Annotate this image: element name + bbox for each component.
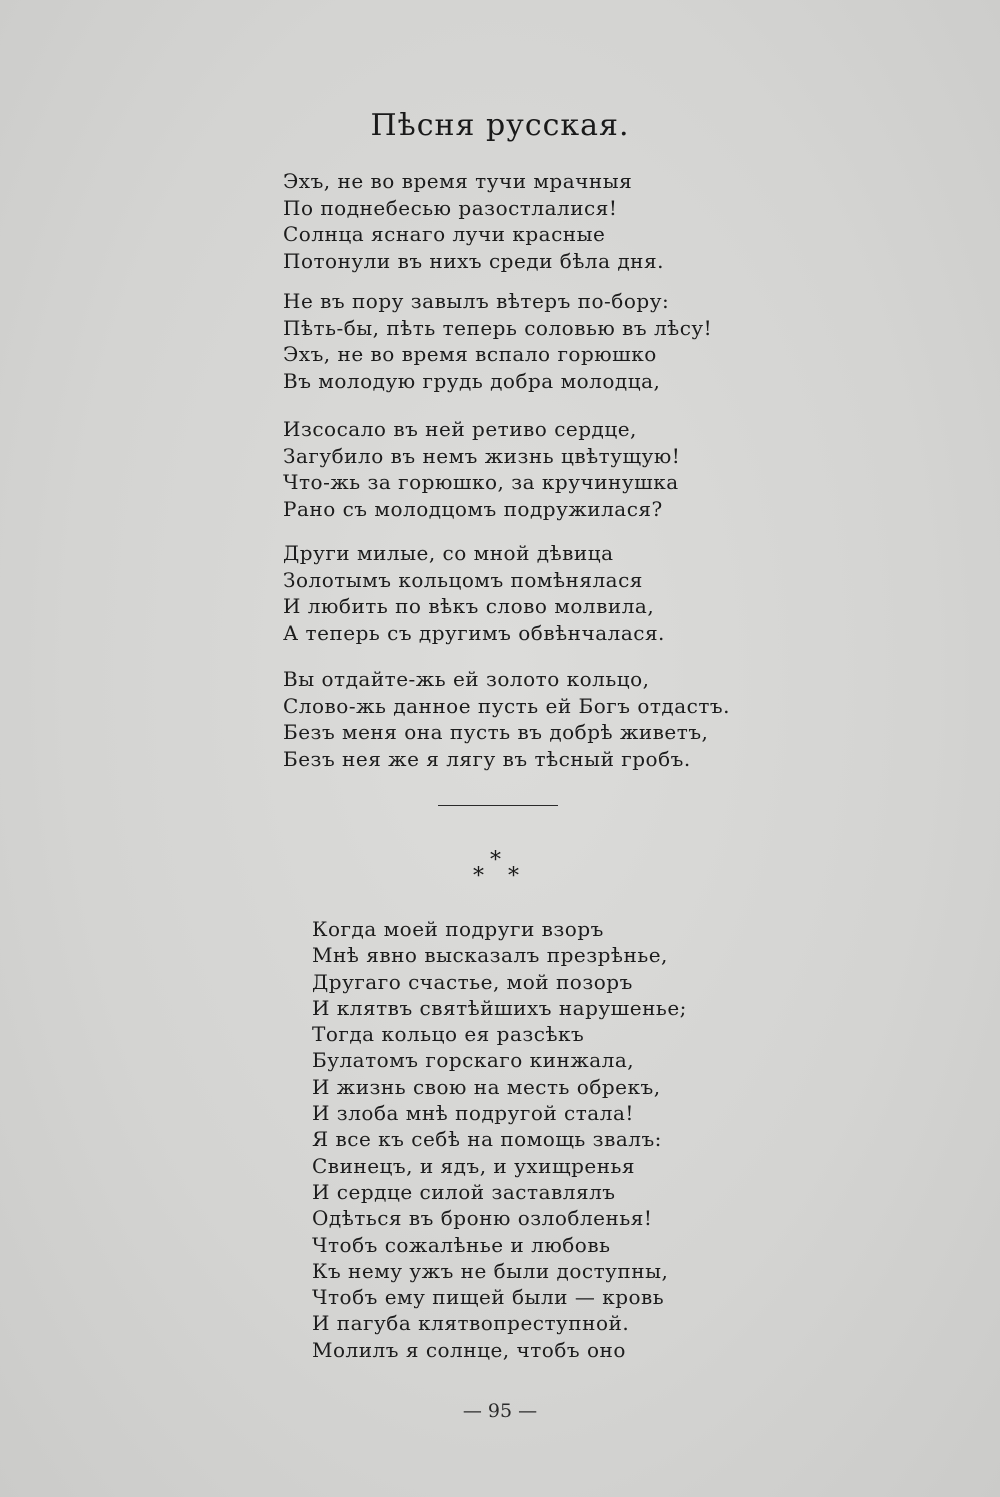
verse-line: Рано съ молодцомъ подружилася? — [283, 496, 663, 521]
verse-line: Когда моей подруги взоръ — [312, 917, 604, 941]
stanza-5 — [283, 666, 730, 772]
verse-line: И пагуба клятвопреступной. — [312, 1311, 630, 1336]
poem-title: Пѣсня русская. — [370, 108, 630, 143]
verse-line: Свинецъ, и ядъ, и ухищренья — [312, 1153, 636, 1178]
verse-line: Чтобъ сожалѣнье и любовь — [312, 1232, 611, 1257]
stanza-3 — [283, 416, 680, 522]
verse-line: Молилъ я солнце, чтобъ оно — [312, 1337, 626, 1362]
verse-line: Что-жь за горюшко, за кручинушка — [283, 470, 679, 494]
section-divider — [438, 805, 558, 806]
verse-line: Булатомъ горскаго кинжала, — [312, 1048, 635, 1073]
verse-line: Другаго счастье, мой позоръ — [312, 969, 633, 994]
verse-line: Тогда кольцо ея разсѣкъ — [312, 1022, 585, 1047]
asterism — [465, 850, 535, 895]
verse-line: Въ молодую грудь добра молодца, — [283, 368, 661, 393]
verse-line: И клятвъ святѣйшихъ нарушенье; — [312, 995, 687, 1020]
verse-line: Я все къ себѣ на помощь звалъ: — [312, 1127, 662, 1152]
verse-line: И жизнь свою на месть обрекъ, — [312, 1074, 661, 1099]
asterism-star: * — [508, 864, 519, 889]
verse-line: И сердце силой заставлялъ — [312, 1179, 616, 1204]
verse-line: Изсосало въ ней ретиво сердце, — [283, 417, 637, 441]
verse-line: Потонули въ нихъ среди бѣла дня. — [283, 248, 664, 273]
verse-line: Безъ меня она пусть въ добрѣ живетъ, — [283, 720, 709, 744]
verse-line: Безъ нея же я лягу въ тѣсный гробъ. — [283, 746, 691, 771]
verse-line: И злоба мнѣ подругой стала! — [312, 1101, 634, 1126]
verse-line: Одѣться въ броню озлобленья! — [312, 1206, 653, 1231]
verse-line: Пѣть-бы, пѣть теперь соловью въ лѣсу! — [283, 315, 713, 340]
verse-line: Золотымъ кольцомъ помѣнялася — [283, 567, 643, 592]
verse-line: Не въ пору завылъ вѣтеръ по-бору: — [283, 289, 670, 313]
asterism-star: * — [490, 848, 501, 873]
stanza-1 — [283, 168, 664, 274]
verse-line: Эхъ, не во время тучи мрачныя — [283, 169, 633, 193]
verse-line: И любить по вѣкъ слово молвила, — [283, 594, 655, 618]
asterism-star: * — [473, 864, 484, 889]
verse-line: Други милые, со мной дѣвица — [283, 541, 614, 565]
verse-line: Чтобъ ему пищей были — кровь — [312, 1285, 665, 1310]
stanza-4 — [283, 540, 665, 646]
verse-line: Мнѣ явно высказалъ презрѣнье, — [312, 943, 668, 968]
verse-line: По поднебесью разостлалися! — [283, 195, 618, 220]
verse-line: Къ нему ужъ не были доступны, — [312, 1258, 669, 1283]
verse-line: Вы отдайте-жь ей золото кольцо, — [283, 667, 650, 691]
stanza-2 — [283, 288, 712, 394]
page-number: — 95 — — [462, 1400, 538, 1422]
verse-line: Солнца яснаго лучи красные — [283, 222, 606, 246]
verse-line: А теперь съ другимъ обвѣнчалася. — [283, 620, 665, 645]
poem-2 — [312, 916, 687, 1363]
verse-line: Загубило въ немъ жизнь цвѣтущую! — [283, 443, 681, 468]
verse-line: Эхъ, не во время вспало горюшко — [283, 342, 657, 366]
verse-line: Слово-жь данное пусть ей Богъ отдастъ. — [283, 693, 731, 718]
